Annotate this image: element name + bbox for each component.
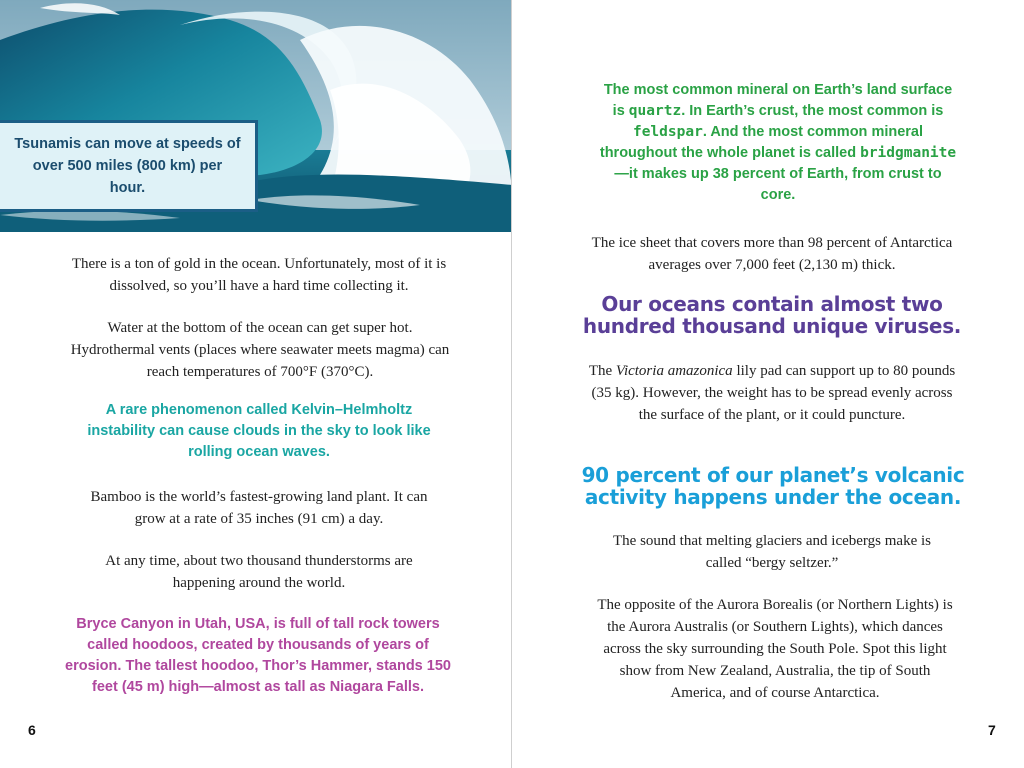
mineral-text-3: . And the most common mineral throughout the whole planet is called <box>599 124 924 161</box>
page-number-right: 7 <box>988 722 996 738</box>
fact-bamboo: Bamboo is the world’s fastest-growing land plant. It can grow at a rate of 35 inches (91 cm) a day. <box>90 489 428 527</box>
virus-headline: Our oceans contain almost two hundred thousand unique viruses. <box>582 292 962 338</box>
fact-thunderstorms: At any time, about two thousand thunderstorms are happening around the world. <box>105 553 413 591</box>
keyword-quartz: quartz <box>628 103 682 119</box>
fact-hydrothermal: Water at the bottom of the ocean can get super hot. Hydrothermal vents (places where seawater meets magma) can reach temperatures of 700°F (370°C). <box>70 320 450 380</box>
fact-gold: There is a ton of gold in the ocean. Unfortunately, most of it is dissolved, so you’ll have a hard time collecting it. <box>71 256 447 294</box>
lily-text-2: lily pad can support up to 80 pounds (35 kg). However, the weight has to be spread evenly across the surface of the plant, or it could puncture. <box>591 363 956 423</box>
tsunami-caption-box <box>0 120 258 212</box>
fact-aurora: The opposite of the Aurora Borealis (or Northern Lights) is the Aurora Australis (or Southern Lights), which dances across the sky surrounding the South Pole. Spot this light show from New Zealand, Australia, the tip of South America, and of course Antarctica. <box>597 597 953 701</box>
volcanic-headline: 90 percent of our planet’s volcanic activity happens under the ocean. <box>581 463 965 509</box>
ocean-wave-photo <box>0 0 512 232</box>
fact-bergy-seltzer: The sound that melting glaciers and icebergs make is called “bergy seltzer.” <box>613 533 931 571</box>
mineral-text-2: . In Earth’s crust, the most common is <box>681 103 944 119</box>
fact-antarctica-ice: The ice sheet that covers more than 98 percent of Antarctica averages over 7,000 feet (2,130 m) thick. <box>591 235 953 273</box>
keyword-feldspar: feldspar <box>632 124 703 140</box>
tsunami-caption: Tsunamis can move at speeds of over 500 miles (800 km) per hour. <box>14 136 241 196</box>
fact-bryce-canyon: Bryce Canyon in Utah, USA, is full of tall rock towers called hoodoos, created by thousands of years of erosion. The tallest hoodoo, Thor’s Hammer, stands 150 feet (45 m) high—almost as tall as Niagara Falls. <box>65 616 451 695</box>
page-number-left: 6 <box>28 722 36 738</box>
mineral-text-1: The most common mineral on Earth’s land surface is <box>603 82 953 119</box>
right-page <box>512 0 1024 768</box>
keyword-bridgmanite: bridgmanite <box>860 145 957 161</box>
lily-species-name: Victoria amazonica <box>615 363 733 379</box>
lily-text-1: The <box>588 363 616 379</box>
fact-minerals <box>596 80 960 206</box>
fact-victoria-lily <box>582 360 962 426</box>
mineral-text-4: —it makes up 38 percent of Earth, from crust to core. <box>614 166 942 203</box>
fact-kelvin-helmholtz: A rare phenomenon called Kelvin–Helmholtz instability can cause clouds in the sky to look like rolling ocean waves. <box>87 402 431 460</box>
